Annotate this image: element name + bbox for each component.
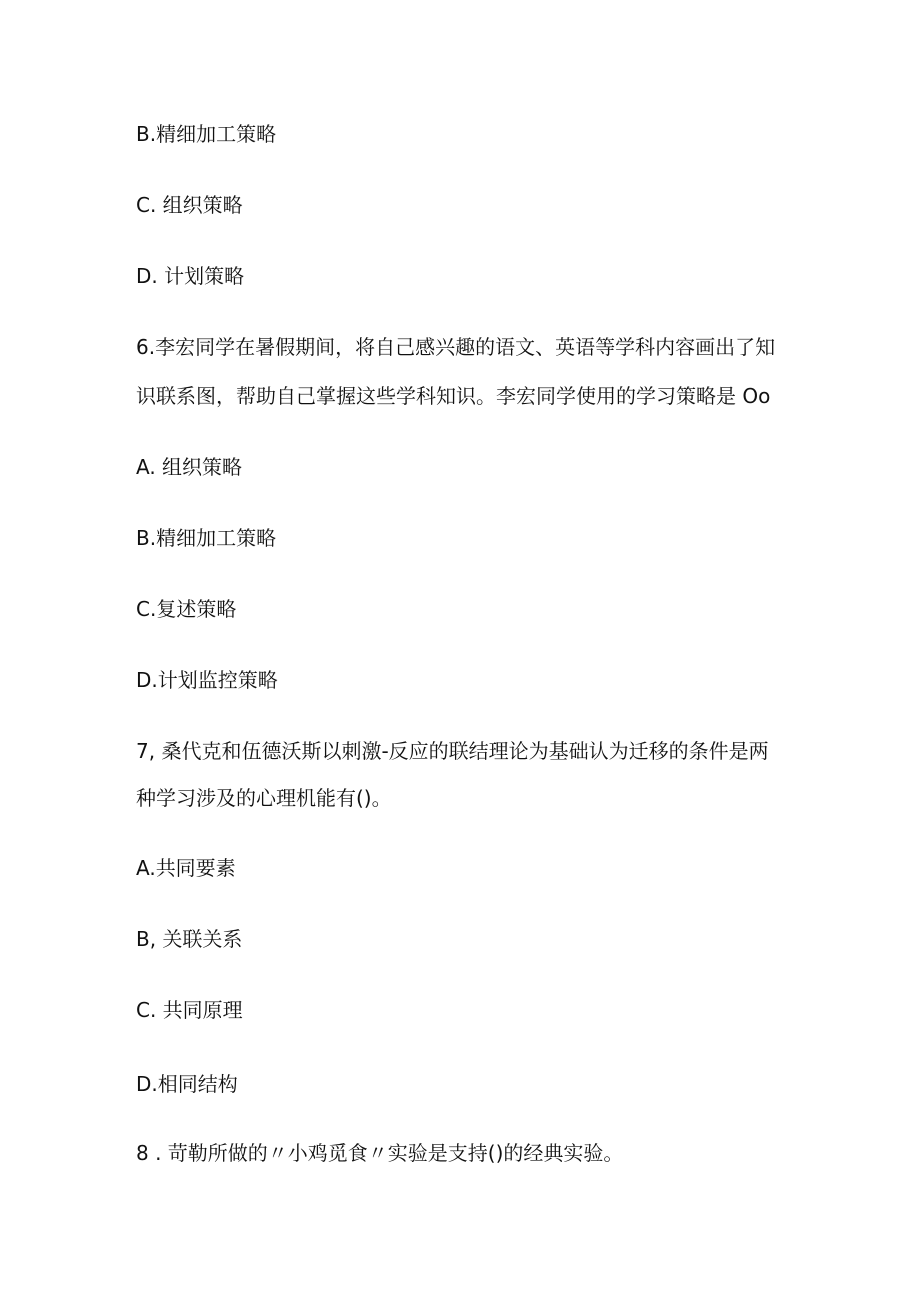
q5-option-c: C. 组织策略 (136, 193, 243, 217)
q7-option-c: C. 共同原理 (136, 998, 243, 1022)
q7-option-d: D.相同结构 (136, 1072, 238, 1096)
q6-stem-line-2: 识联系图，帮助自己掌握这些学科知识。李宏同学使用的学习策略是 Oo (136, 384, 771, 408)
q7-stem-line-2: 种学习涉及的心理机能有()。 (136, 786, 392, 810)
q7-option-a: A.共同要素 (136, 856, 236, 880)
q6-option-d: D.计划监控策略 (136, 668, 278, 692)
q7-option-b: B, 关联关系 (136, 927, 243, 951)
q6-option-b: B.精细加工策略 (136, 526, 277, 550)
q5-option-b: B.精细加工策略 (136, 122, 277, 146)
q7-stem-line-1: 7, 桑代克和伍德沃斯以刺激-反应的联结理论为基础认为迁移的条件是两 (136, 739, 769, 763)
q5-option-d: D. 计划策略 (136, 264, 245, 288)
q6-stem-line-1: 6.李宏同学在暑假期间，将自己感兴趣的语文、英语等学科内容画出了知 (136, 335, 776, 359)
q6-option-c: C.复述策略 (136, 597, 237, 621)
q8-stem: 8 . 苛勒所做的〃小鸡觅食〃实验是支持()的经典实验。 (136, 1141, 624, 1165)
q6-option-a: A. 组织策略 (136, 455, 243, 479)
